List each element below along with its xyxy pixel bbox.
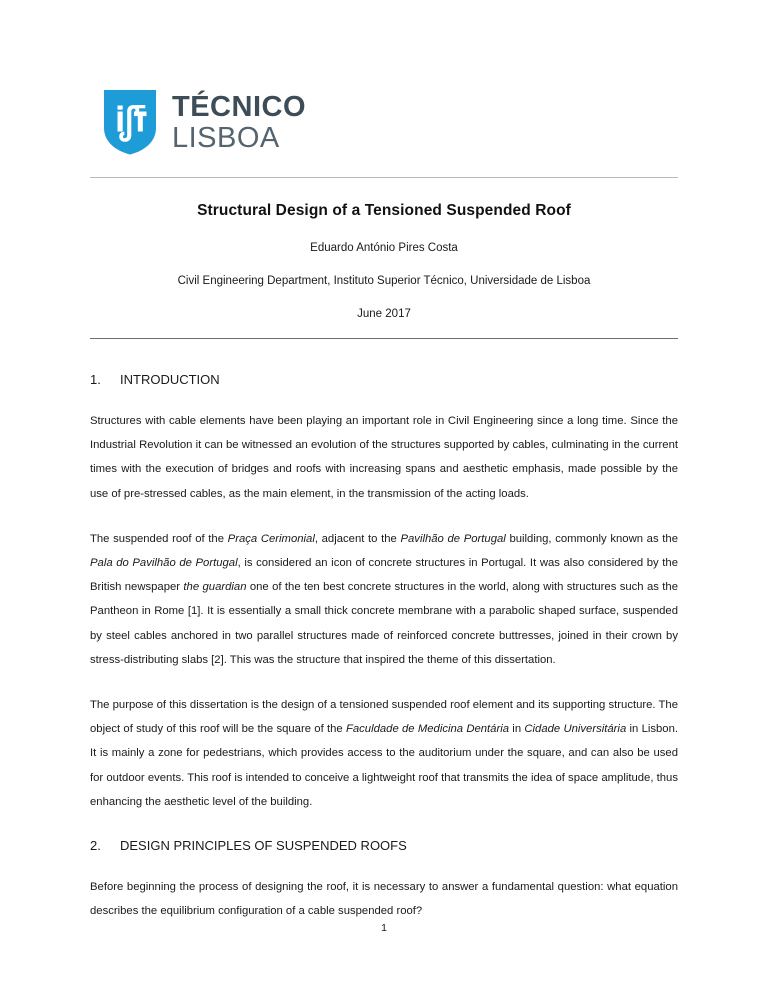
italic-the-guardian: the guardian	[183, 581, 247, 594]
section-title-1: INTRODUCTION	[120, 372, 220, 387]
logo-line-tecnico: TÉCNICO	[172, 90, 306, 123]
logo-wordmark	[172, 91, 306, 153]
italic-cidade-universitaria: Cidade Universitária	[524, 723, 627, 736]
paragraph-intro-2: The suspended roof of the Praça Cerimonial, adjacent to the Pavilhão de Portugal building, commonly known as the Pala do Pavilhão de Portugal, is considered an icon of concrete structures in Portugal. It was also considered by the British newspaper the guardian one of the ten best concrete structures in the world, along with structures such as the Pantheon in Rome [1]. It is essentially a small thick concrete membrane with a parabolic shaped surface, suspended by steel cables anchored in two parallel structures made of reinforced concrete buttresses, joined in their crown by stress-distributing slabs [2]. This was the structure that inspired the theme of this dissertation.	[90, 532, 678, 666]
section-title-2: DESIGN PRINCIPLES OF SUSPENDED ROOFS	[120, 838, 407, 854]
page-number: 1	[381, 922, 387, 934]
header-divider-top	[90, 177, 678, 178]
author-affiliation: Civil Engineering Department, Instituto Superior Técnico, Universidade de Lisboa	[177, 275, 591, 287]
paragraph-intro-1: Structures with cable elements have been playing an important role in Civil Engineering since a long time. Since the Industrial Revolution it can be witnessed an evolution of the structures supported by cables, culminating in the current times with the execution of bridges and roofs with increasing spans and aesthetic emphasis, made possible by the use of pre-stressed cables, as the main element, in the transmission of the acting loads.	[90, 415, 678, 500]
author-name: Eduardo António Pires Costa	[310, 242, 458, 254]
ist-shield-icon	[102, 88, 158, 156]
section-heading-2	[90, 838, 678, 853]
logo-line-lisboa: LISBOA	[172, 121, 280, 154]
italic-pavilhao-de-portugal: Pavilhão de Portugal	[400, 532, 506, 545]
italic-pala-do-pavilhao: Pala do Pavilhão de Portugal	[90, 557, 238, 570]
paragraph-design-1: Before beginning the process of designing the roof, it is necessary to answer a fundamental question: what equation describes the equilibrium configuration of a cable suspended roof?	[90, 881, 678, 918]
header-divider-bottom	[90, 338, 678, 339]
section-number-1: 1.	[90, 372, 101, 387]
italic-praca-cerimonial: Praça Cerimonial	[227, 532, 315, 545]
paragraph-intro-3: The purpose of this dissertation is the design of a tensioned suspended roof element and its supporting structure. The object of study of this roof will be the square of the Faculdade de Medicina Dentária in Cidade Universitária in Lisbon. It is mainly a zone for pedestrians, which provides access to the auditorium under the square, and can also be used for outdoor events. This roof is intended to conceive a lightweight roof that transmits the idea of space amplitude, thus enhancing the aesthetic level of the building.	[90, 699, 679, 808]
page-title: Structural Design of a Tensioned Suspended Roof	[197, 202, 571, 220]
section-heading-1	[90, 372, 678, 387]
section-number-2: 2.	[90, 838, 101, 854]
institution-logo	[102, 88, 306, 156]
publication-date: June 2017	[357, 308, 411, 320]
document-body	[90, 372, 678, 944]
italic-faculdade-medicina-dentaria: Faculdade de Medicina Dentária	[345, 723, 510, 736]
